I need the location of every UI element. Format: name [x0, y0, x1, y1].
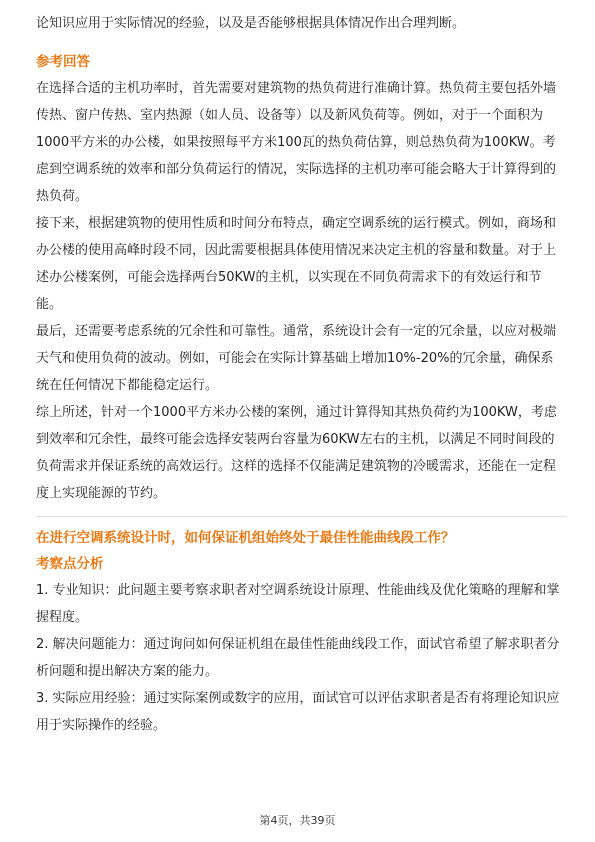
analysis-label: 考察点分析: [36, 556, 104, 572]
page-content: [36, 0, 566, 739]
answer-paragraph: 在选择合适的主机功率时，首先需要对建筑物的热负荷进行准确计算。热负荷主要包括外墙传热、窗户传热、室内热源（如人员、设备等）以及新风负荷等。例如，对于一个面积为1000平方米的办公楼，如果按照每平方米100瓦的热负荷估算，则总热负荷为100KW。考虑到空调系统的效率和部分负荷运行的情况，实际选择的主机功率可能会略大于计算得到的热负荷。: [36, 81, 557, 204]
answer-paragraph: 综上所述，针对一个1000平方米办公楼的案例，通过计算得知其热负荷约为100KW，考虑到效率和冗余性，最终可能会选择安装两台容量为60KW左右的主机，以满足不同时间段的负荷需求并保证系统的高效运行。这样的选择不仅能满足建筑物的冷暖需求，还能在一定程度上实现能源的节约。: [36, 405, 557, 501]
question-heading: 在进行空调系统设计时，如何保证机组始终处于最佳性能曲线段工作？: [36, 530, 455, 546]
analysis-item: 3. 实际应用经验：通过实际案例或数字的应用，面试官可以评估求职者是否有将理论知识应用于实际操作的经验。: [36, 691, 560, 733]
reference-answer-label: 参考回答: [36, 54, 90, 70]
section-divider: [36, 516, 566, 517]
analysis-item: 2. 解决问题能力：通过询问如何保证机组在最佳性能曲线段工作，面试官希望了解求职者分析问题和提出解决方案的能力。: [36, 637, 560, 679]
page-number-footer: 第4页，共39页: [259, 814, 336, 827]
analysis-item: 1. 专业知识：此问题主要考察求职者对空调系统设计原理、性能曲线及优化策略的理解和掌握程度。: [36, 583, 560, 625]
answer-paragraph: 最后，还需要考虑系统的冗余性和可靠性。通常，系统设计会有一定的冗余量，以应对极端天气和使用负荷的波动。例如，可能会在实际计算基础上增加10%-20%的冗余量，确保系统在任何情况下都能稳定运行。: [36, 324, 557, 393]
answer-paragraph: 接下来，根据建筑物的使用性质和时间分布特点，确定空调系统的运行模式。例如，商场和办公楼的使用高峰时段不同，因此需要根据具体使用情况来决定主机的容量和数量。对于上述办公楼案例，可能会选择两台50KW的主机，以实现在不同负荷需求下的有效运行和节能。: [36, 216, 557, 312]
continued-text: 论知识应用于实际情况的经验，以及是否能够根据具体情况作出合理判断。: [36, 16, 466, 31]
